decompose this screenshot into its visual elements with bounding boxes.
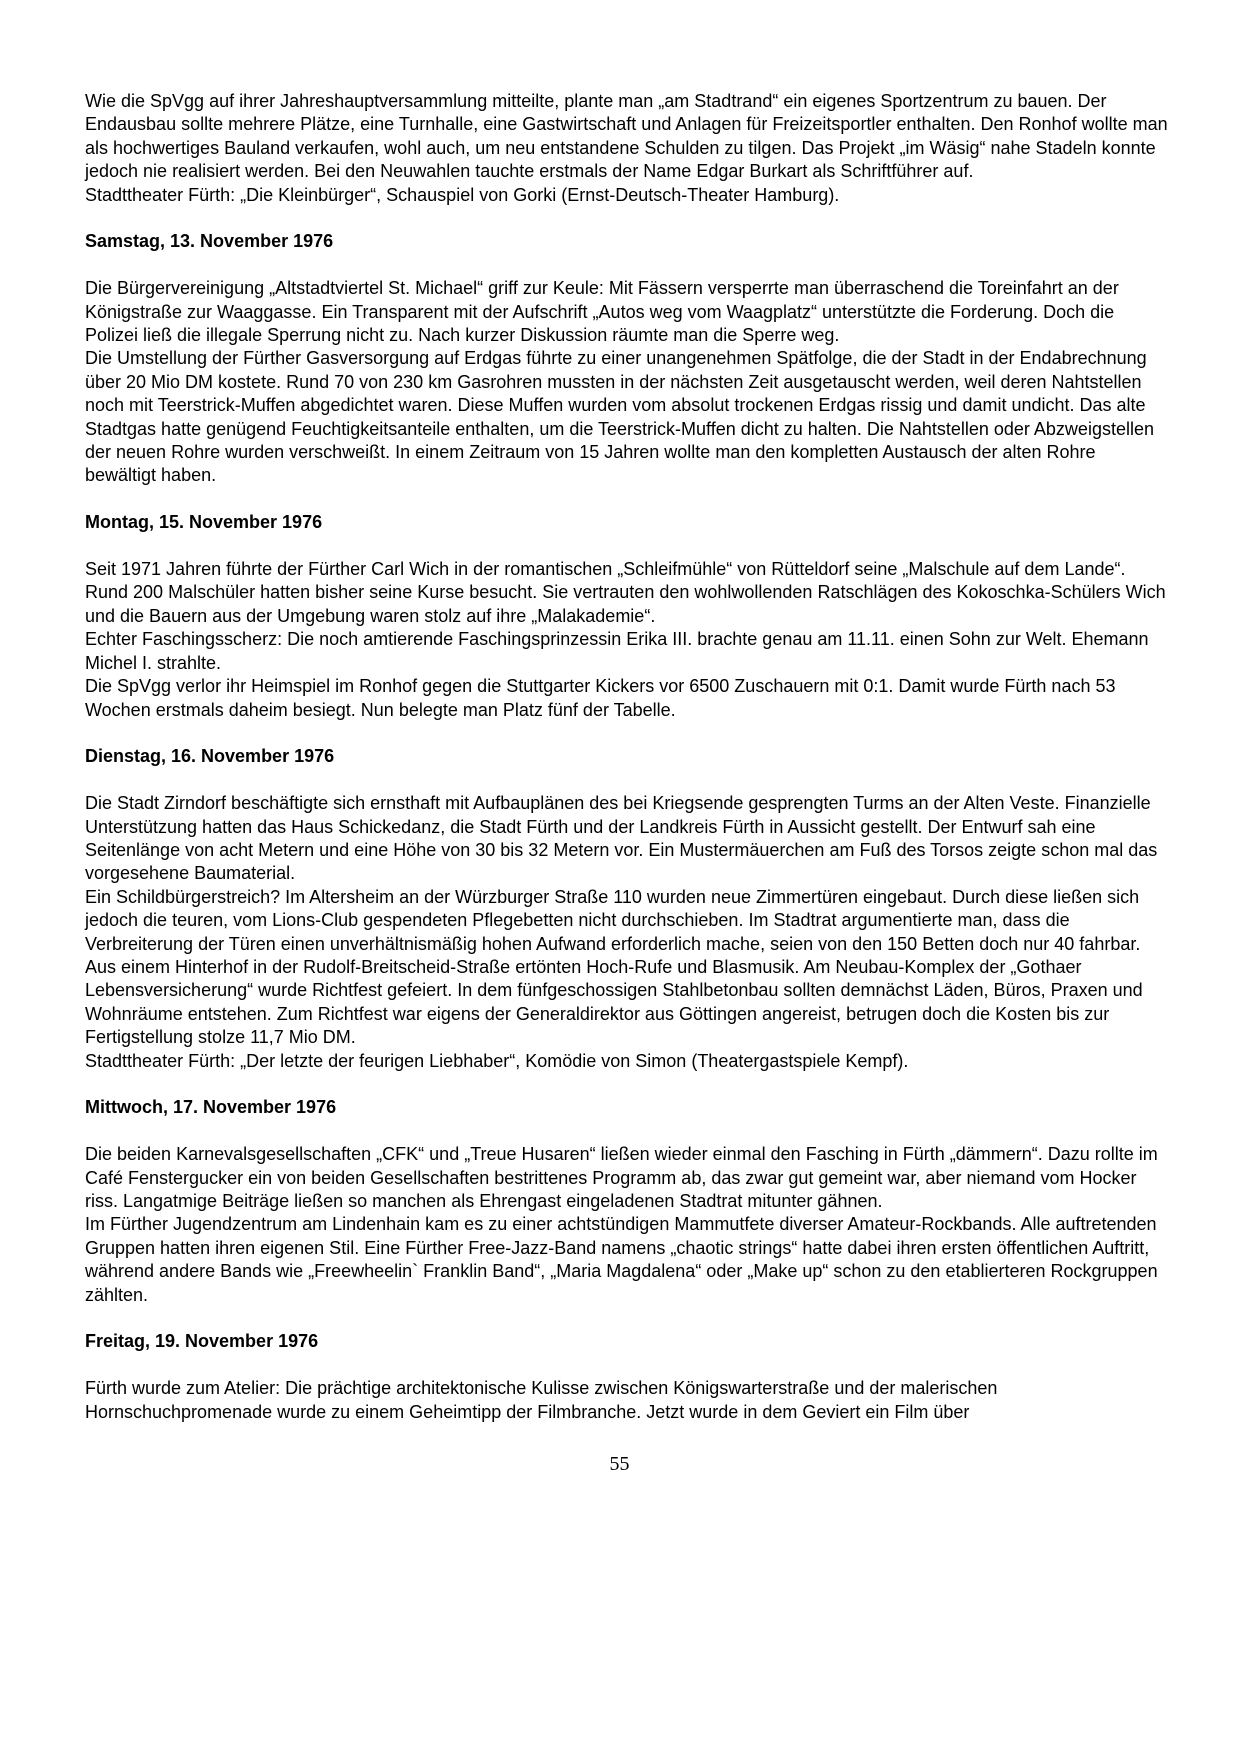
paragraph: Seit 1971 Jahren führte der Fürther Carl Wich in der romantischen „Schleifmühle“ von Rütteldorf seine „Malschule auf dem Lande“. Rund 200 Malschüler hatten bisher seine Kurse besucht. Sie vertrauten den wohlwollenden Ratschlägen des Kokoschka-Schülers Wich und die Bauern aus der Umgebung waren stolz auf ihre „Malakademie“. <box>85 559 1166 626</box>
paragraph: Fürth wurde zum Atelier: Die prächtige architektonische Kulisse zwischen Königswarterstraße und der malerischen Hornschuchpromenade wurde zu einem Geheimtipp der Filmbranche. Jetzt wurde in dem Geviert ein Film über <box>85 1378 998 1422</box>
paragraph: Die beiden Karnevalsgesellschaften „CFK“ und „Treue Husaren“ ließen wieder einmal den Fasching in Fürth „dämmern“. Dazu rollte im Café Fenstergucker ein von beiden Gesellschaften bestrittenes Programm ab, das zwar gut gemeint war, aber niemand vom Hocker riss. Langatmige Beiträge ließen so manchen als Ehrengast eingeladenen Stadtrat mitunter gähnen. <box>85 1144 1158 1211</box>
paragraph: Echter Faschingsscherz: Die noch amtierende Faschingsprinzessin Erika III. brachte genau am 11.11. einen Sohn zur Welt. Ehemann Michel I. strahlte. <box>85 629 1149 673</box>
paragraph: Die Bürgervereinigung „Altstadtviertel St. Michael“ griff zur Keule: Mit Fässern versperrte man überraschend die Toreinfahrt an der Königstraße zur Waaggasse. Ein Transparent mit der Aufschrift „Autos weg vom Waagplatz“ unterstützte die Forderung. Doch die Polizei ließ die illegale Sperrung nicht zu. Nach kurzer Diskussion räumte man die Sperre weg. <box>85 278 1119 346</box>
paragraph: Stadttheater Fürth: „Der letzte der feurigen Liebhaber“, Komödie von Simon (Theatergastspiele Kempf). <box>85 1050 909 1071</box>
paragraph: Aus einem Hinterhof in der Rudolf-Breitscheid-Straße ertönten Hoch-Rufe und Blasmusik. Am Neubau-Komplex der „Gothaer Lebensversicherung“ wurde Richtfest gefeiert. In dem fünfgeschossigen Stahlbetonbau sollten demnächst Läden, Büros, Praxen und Wohnräume entstehen. Zum Richtfest war eigens der Generaldirektor aus Göttingen angereist, betrugen doch die Kosten bis zur Fertigstellung stolze 11,7 Mio DM. <box>85 956 1143 1048</box>
paragraph: Die SpVgg verlor ihr Heimspiel im Ronhof gegen die Stuttgarter Kickers vor 6500 Zuschauern mit 0:1. Damit wurde Fürth nach 53 Wochen erstmals daheim besiegt. Nun belegte man Platz fünf der Tabelle. <box>85 676 1116 720</box>
page-number: 55 <box>609 1453 630 1475</box>
section-heading-samstag: Samstag, 13. November 1976 <box>85 231 334 252</box>
paragraph: Ein Schildbürgerstreich? Im Altersheim an der Würzburger Straße 110 wurden neue Zimmertüren eingebaut. Durch diese ließen sich jedoch die teuren, vom Lions-Club gespendeten Pflegebetten nicht durchschieben. Im Stadtrat argumentierte man, dass die Verbreiterung der Türen einen unverhältnismäßig hohen Aufwand erforderlich mache, seien von den 150 Betten doch nur 40 fahrbar. <box>85 886 1141 954</box>
paragraph: Die Stadt Zirndorf beschäftigte sich ernsthaft mit Aufbauplänen des bei Kriegsende gesprengten Turms an der Alten Veste. Finanzielle Unterstützung hatten das Haus Schickedanz, die Stadt Fürth und der Landkreis Fürth in Aussicht gestellt. Der Entwurf sah eine Seitenlänge von acht Metern und eine Höhe von 30 bis 32 Metern vor. Ein Mustermäuerchen am Fuß des Torsos zeigte schon mal das vorgesehene Baumaterial. <box>85 793 1158 884</box>
intro-paragraph: Stadttheater Fürth: „Die Kleinbürger“, Schauspiel von Gorki (Ernst-Deutsch-Theater Hamburg). <box>85 184 840 205</box>
section-heading-mittwoch: Mittwoch, 17. November 1976 <box>85 1097 337 1118</box>
paragraph: Die Umstellung der Fürther Gasversorgung auf Erdgas führte zu einer unangenehmen Spätfolge, die der Stadt in der Endabrechnung über 20 Mio DM kostete. Rund 70 von 230 km Gasrohren mussten in der nächsten Zeit ausgetauscht werden, weil deren Nahtstellen noch mit Teerstrick-Muffen abgedichtet waren. Diese Muffen wurden vom absolut trockenen Erdgas rissig und damit undicht. Das alte Stadtgas hatte genügend Feuchtigkeitsanteile enthalten, um die Teerstrick-Muffen dicht zu halten. Die Nahtstellen oder Abzweigstellen der neuen Rohre wurden verschweißt. In einem Zeitraum von 15 Jahren wollte man den kompletten Austausch der alten Rohre bewältigt haben. <box>85 348 1154 486</box>
section-heading-montag: Montag, 15. November 1976 <box>85 512 323 533</box>
section-heading-dienstag: Dienstag, 16. November 1976 <box>85 746 335 767</box>
document-content <box>85 90 1169 1424</box>
section-heading-freitag: Freitag, 19. November 1976 <box>85 1331 319 1352</box>
paragraph: Im Fürther Jugendzentrum am Lindenhain kam es zu einer achtstündigen Mammutfete diverser Amateur-Rockbands. Alle auftretenden Gruppen hatten ihren eigenen Stil. Eine Fürther Free-Jazz-Band namens „chaotic strings“ hatte dabei ihren ersten öffentlichen Auftritt, während andere Bands wie „Freewheelin` Franklin Band“, „Maria Magdalena“ oder „Make up“ schon zu den etablierteren Rockgruppen zählten. <box>85 1214 1158 1305</box>
intro-paragraph: Wie die SpVgg auf ihrer Jahreshauptversammlung mitteilte, plante man „am Stadtrand“ ein eigenes Sportzentrum zu bauen. Der Endausbau sollte mehrere Plätze, eine Turnhalle, eine Gastwirtschaft und Anlagen für Freizeitsportler enthalten. Den Ronhof wollte man als hochwertiges Bauland verkaufen, wohl auch, um neu entstandene Schulden zu tilgen. Das Projekt „im Wäsig“ nahe Stadeln konnte jedoch nie realisiert werden. Bei den Neuwahlen tauchte erstmals der Name Edgar Burkart als Schriftführer auf. <box>85 91 1168 182</box>
